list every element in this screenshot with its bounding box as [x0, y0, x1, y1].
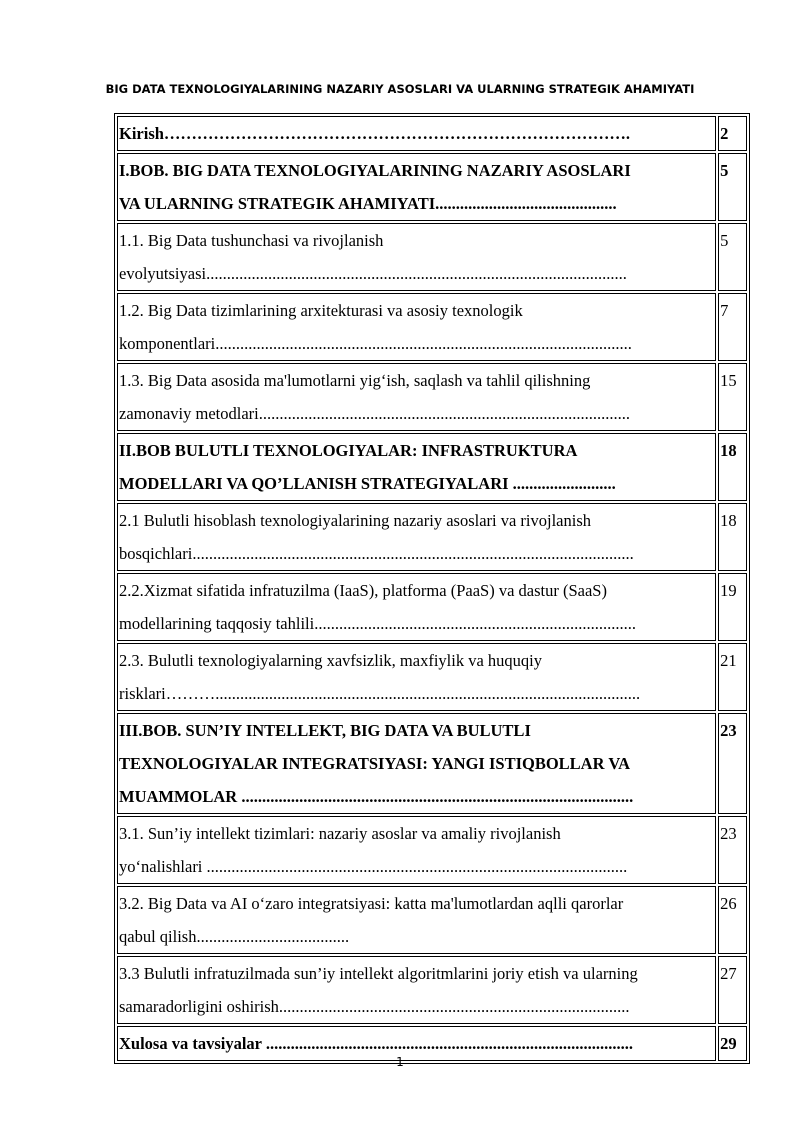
toc-entry-line: 3.3 Bulutli infratuzilmada sun’iy intellekt algoritmlarini joriy etish va ularning: [119, 964, 638, 983]
toc-page-number: 2: [718, 116, 747, 151]
toc-page-number: 23: [718, 816, 747, 884]
toc-row: [117, 293, 747, 361]
toc-entry: [117, 293, 716, 361]
toc-entry-line: 1.2. Big Data tizimlarining arxitekturasi va asosiy texnologik: [119, 301, 523, 320]
toc-entry-line: qabul qilish.....................................: [119, 927, 350, 946]
toc-entry-line: evolyutsiyasi......................................................................................................: [119, 264, 627, 283]
toc-page-number: 19: [718, 573, 747, 641]
toc-entry: [117, 223, 716, 291]
toc-entry-line: II.BOB BULUTLI TEXNOLOGIYALAR: INFRASTRUKTURA: [119, 441, 578, 460]
toc-row: [117, 363, 747, 431]
toc-page-number: 5: [718, 223, 747, 291]
toc-row: [117, 153, 747, 221]
toc-row: [117, 886, 747, 954]
toc-row: [117, 643, 747, 711]
toc-page-number: 23: [718, 713, 747, 814]
toc-row: [117, 116, 747, 151]
toc-row: [117, 223, 747, 291]
toc-entry-line: 2.2.Xizmat sifatida infratuzilma (IaaS), platforma (PaaS) va dastur (SaaS): [119, 581, 607, 600]
toc-body: [117, 116, 747, 1061]
toc-page-number: 27: [718, 956, 747, 1024]
toc-entry-line: TEXNOLOGIYALAR INTEGRATSIYASI: YANGI ISTIQBOLLAR VA: [119, 754, 631, 773]
toc-entry-line: 3.2. Big Data va AI o‘zaro integratsiyasi: katta ma'lumotlardan aqlli qarorlar: [119, 894, 624, 913]
toc-entry-line: Kirish………………………………………………………………………….: [119, 124, 631, 143]
toc-entry-line: MUAMMOLAR ...............................................................................................: [119, 787, 634, 806]
toc-page-number: 18: [718, 503, 747, 571]
toc-row: [117, 503, 747, 571]
toc-entry-line: 2.1 Bulutli hisoblash texnologiyalarining nazariy asoslari va rivojlanish: [119, 511, 591, 530]
toc-entry: [117, 956, 716, 1024]
toc-entry: [117, 433, 716, 501]
toc-row: [117, 573, 747, 641]
toc-entry-line: III.BOB. SUN’IY INTELLEKT, BIG DATA VA BULUTLI: [119, 721, 531, 740]
toc-entry-line: yo‘nalishlari ......................................................................................................: [119, 857, 628, 876]
toc-entry: [117, 573, 716, 641]
toc-row: [117, 713, 747, 814]
toc-entry-line: Xulosa va tavsiyalar .........................................................................................: [119, 1034, 633, 1053]
toc-entry: [117, 363, 716, 431]
toc-entry: [117, 503, 716, 571]
toc-entry-line: zamonaviy metodlari..........................................................................................: [119, 404, 630, 423]
document-title: BIG DATA TEXNOLOGIYALARINING NAZARIY ASOSLARI VA ULARNING STRATEGIK AHAMIYATI: [105, 82, 695, 96]
toc-entry-line: 1.3. Big Data asosida ma'lumotlarni yig‘ish, saqlash va tahlil qilishning: [119, 371, 591, 390]
toc-page-number: 29: [718, 1026, 747, 1061]
toc-entry: [117, 116, 716, 151]
toc-page-number: 18: [718, 433, 747, 501]
toc-page-number: 26: [718, 886, 747, 954]
toc-entry: [117, 713, 716, 814]
page-number: 1: [396, 1055, 404, 1069]
table-of-contents: [114, 113, 750, 1064]
toc-entry-line: MODELLARI VA QO’LLANISH STRATEGIYALARI .........................: [119, 474, 616, 493]
toc-entry-line: I.BOB. BIG DATA TEXNOLOGIYALARINING NAZARIY ASOSLARI: [119, 161, 631, 180]
toc-entry-line: 2.3. Bulutli texnologiyalarning xavfsizlik, maxfiylik va huquqiy: [119, 651, 542, 670]
toc-entry: [117, 643, 716, 711]
toc-page-number: 21: [718, 643, 747, 711]
toc-entry-line: samaradorligini oshirish.....................................................................................: [119, 997, 630, 1016]
toc-entry-line: bosqichlari...........................................................................................................: [119, 544, 634, 563]
toc-entry: [117, 816, 716, 884]
toc-entry: [117, 886, 716, 954]
toc-entry-line: VA ULARNING STRATEGIK AHAMIYATI............................................: [119, 194, 617, 213]
toc-page-number: 7: [718, 293, 747, 361]
toc-page-number: 5: [718, 153, 747, 221]
toc-entry-line: modellarining taqqosiy tahlili..............................................................................: [119, 614, 636, 633]
toc-entry: [117, 153, 716, 221]
toc-page-number: 15: [718, 363, 747, 431]
toc-entry-line: komponentlari.....................................................................................................: [119, 334, 632, 353]
toc-entry-line: risklari……….......................................................................................................: [119, 684, 641, 703]
toc-entry-line: 1.1. Big Data tushunchasi va rivojlanish: [119, 231, 384, 250]
toc-row: [117, 956, 747, 1024]
toc-row: [117, 433, 747, 501]
toc-entry-line: 3.1. Sun’iy intellekt tizimlari: nazariy asoslar va amaliy rivojlanish: [119, 824, 561, 843]
toc-row: [117, 816, 747, 884]
